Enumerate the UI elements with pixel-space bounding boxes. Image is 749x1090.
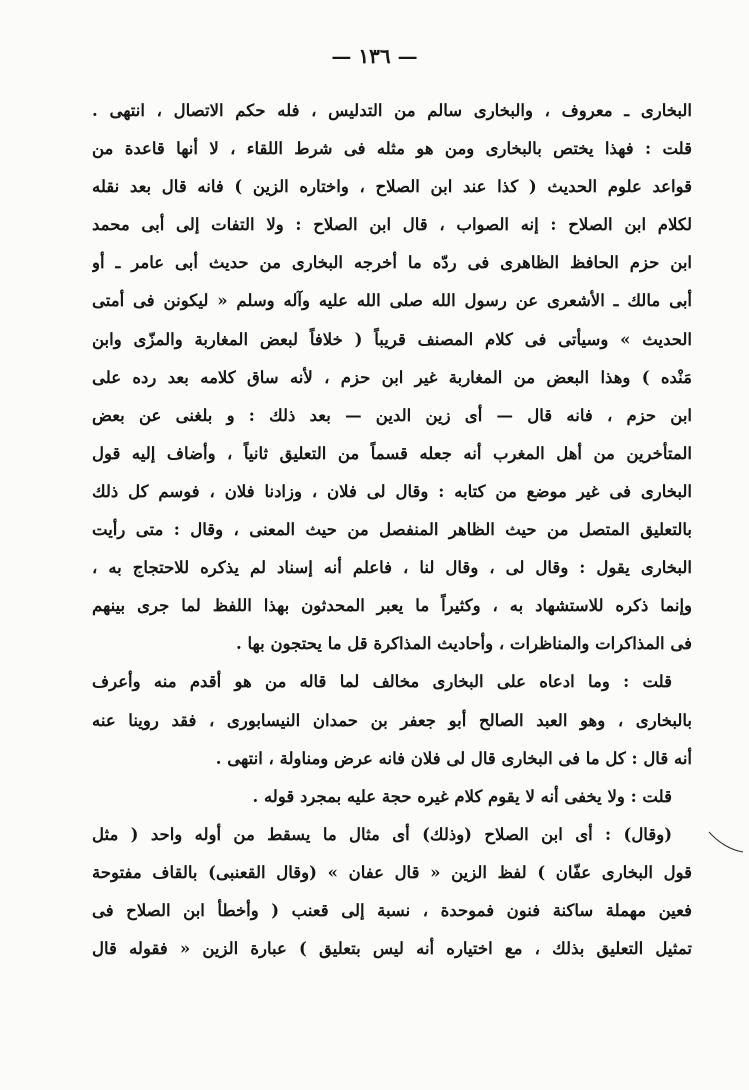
text-line: قلت : وما ادعاه على البخارى مخالف لما قاله من هو أقدم منه وأعرف xyxy=(92,672,672,692)
text-line: مَنْده ) وهذا البعض من المغاربة غير ابن حزم ، لأنه ساق كلامه بعد رده على xyxy=(92,367,692,387)
text-line: وإنما ذكره للاستشهاد به ، وكثيراً ما يعبر المحدثون بهذا اللفظ لما جرى بينهم xyxy=(92,596,692,616)
text-line: الحديث » وسيأتى فى كلام المصنف قريباً ( خلافاً لبعض المغاربة والمزّى وابن xyxy=(92,329,692,349)
text-line: تمثيل التعليق بذلك ، مع اختياره أنه ليس بتعليق ) عبارة الزين « فقوله قال xyxy=(92,939,692,959)
text-line: فى المذاكرات والمناظرات ، وأحاديث المذاكرة قل ما يحتجون بها . xyxy=(235,634,692,654)
text-line: ابن حزم الحافظ الظاهرى فى ردّه ما أخرجه البخارى من حديث أبى عامر ـ أو xyxy=(92,253,692,273)
text-line: قلت : ولا يخفى أنه لا يقوم كلام غيره حجة عليه بمجرد قوله . xyxy=(252,786,672,806)
text-line: أنه قال : كل ما فى البخارى قال لى فلان فانه عرض ومناولة ، انتهى . xyxy=(215,748,692,768)
text-line: قول البخارى عفّان ) لفظ الزين « قال عفان » (وقال القعنبى) بالقاف مفتوحة xyxy=(92,862,692,882)
text-line: (وقال) : أى ابن الصلاح (وذلك) أى مثال ما يسقط من أوله واحد ( مثل xyxy=(92,824,672,844)
text-line: البخارى يقول : وقال لى ، وقال لنا ، فاعلم أنه إسناد لم يذكره للاحتجاج به ، xyxy=(92,558,692,578)
text-line: البخارى ـ معروف ، والبخارى سالم من التدليس ، فله حكم الاتصال ، انتهى . xyxy=(92,101,692,120)
body-text xyxy=(92,92,692,968)
text-line: البخارى فى غير موضع من كتابه : وقال لى فلان ، وزادنا فلان ، فوسم كل ذلك xyxy=(92,481,692,501)
text-line: بالبخارى ، وهو العبد الصالح أبو جعفر بن حمدان النيسابورى ، فقد روينا عنه xyxy=(92,710,692,730)
text-line: بالتعليق المتصل من حيث الظاهر المنفصل من حيث المعنى ، وقال : متى رأيت xyxy=(92,520,692,540)
text-line: قواعد علوم الحديث ( كذا عند ابن الصلاح ، واختاره الزين ) فانه قال بعد نقله xyxy=(92,177,692,197)
page-number: — ١٣٦ — xyxy=(331,44,418,68)
margin-pen-mark xyxy=(708,828,744,858)
text-line: المتأخرين من أهل المغرب أنه جعله قسماً من التعليق ثانياً ، وأضاف إليه قول xyxy=(92,443,692,463)
text-line: لكلام ابن الصلاح : إنه الصواب ، قال ابن الصلاح : ولا التفات إلى أبى محمد xyxy=(92,215,692,235)
text-line: ابن حزم ، فانه قال — أى زين الدين — بعد ذلك : و بلغنى عن بعض xyxy=(92,405,692,425)
text-line: فعين مهملة ساكنة فنون فموحدة ، نسبة إلى قعنب ( وأخطأ ابن الصلاح فى xyxy=(92,900,692,920)
text-line: أبى مالك ـ الأشعرى عن رسول الله صلى الله عليه وآله وسلم « ليكونن فى أمتى xyxy=(92,291,692,311)
text-line: قلت : فهذا يختص بالبخارى ومن هو مثله فى شرط اللقاء ، لا أنها قاعدة من xyxy=(92,139,692,159)
